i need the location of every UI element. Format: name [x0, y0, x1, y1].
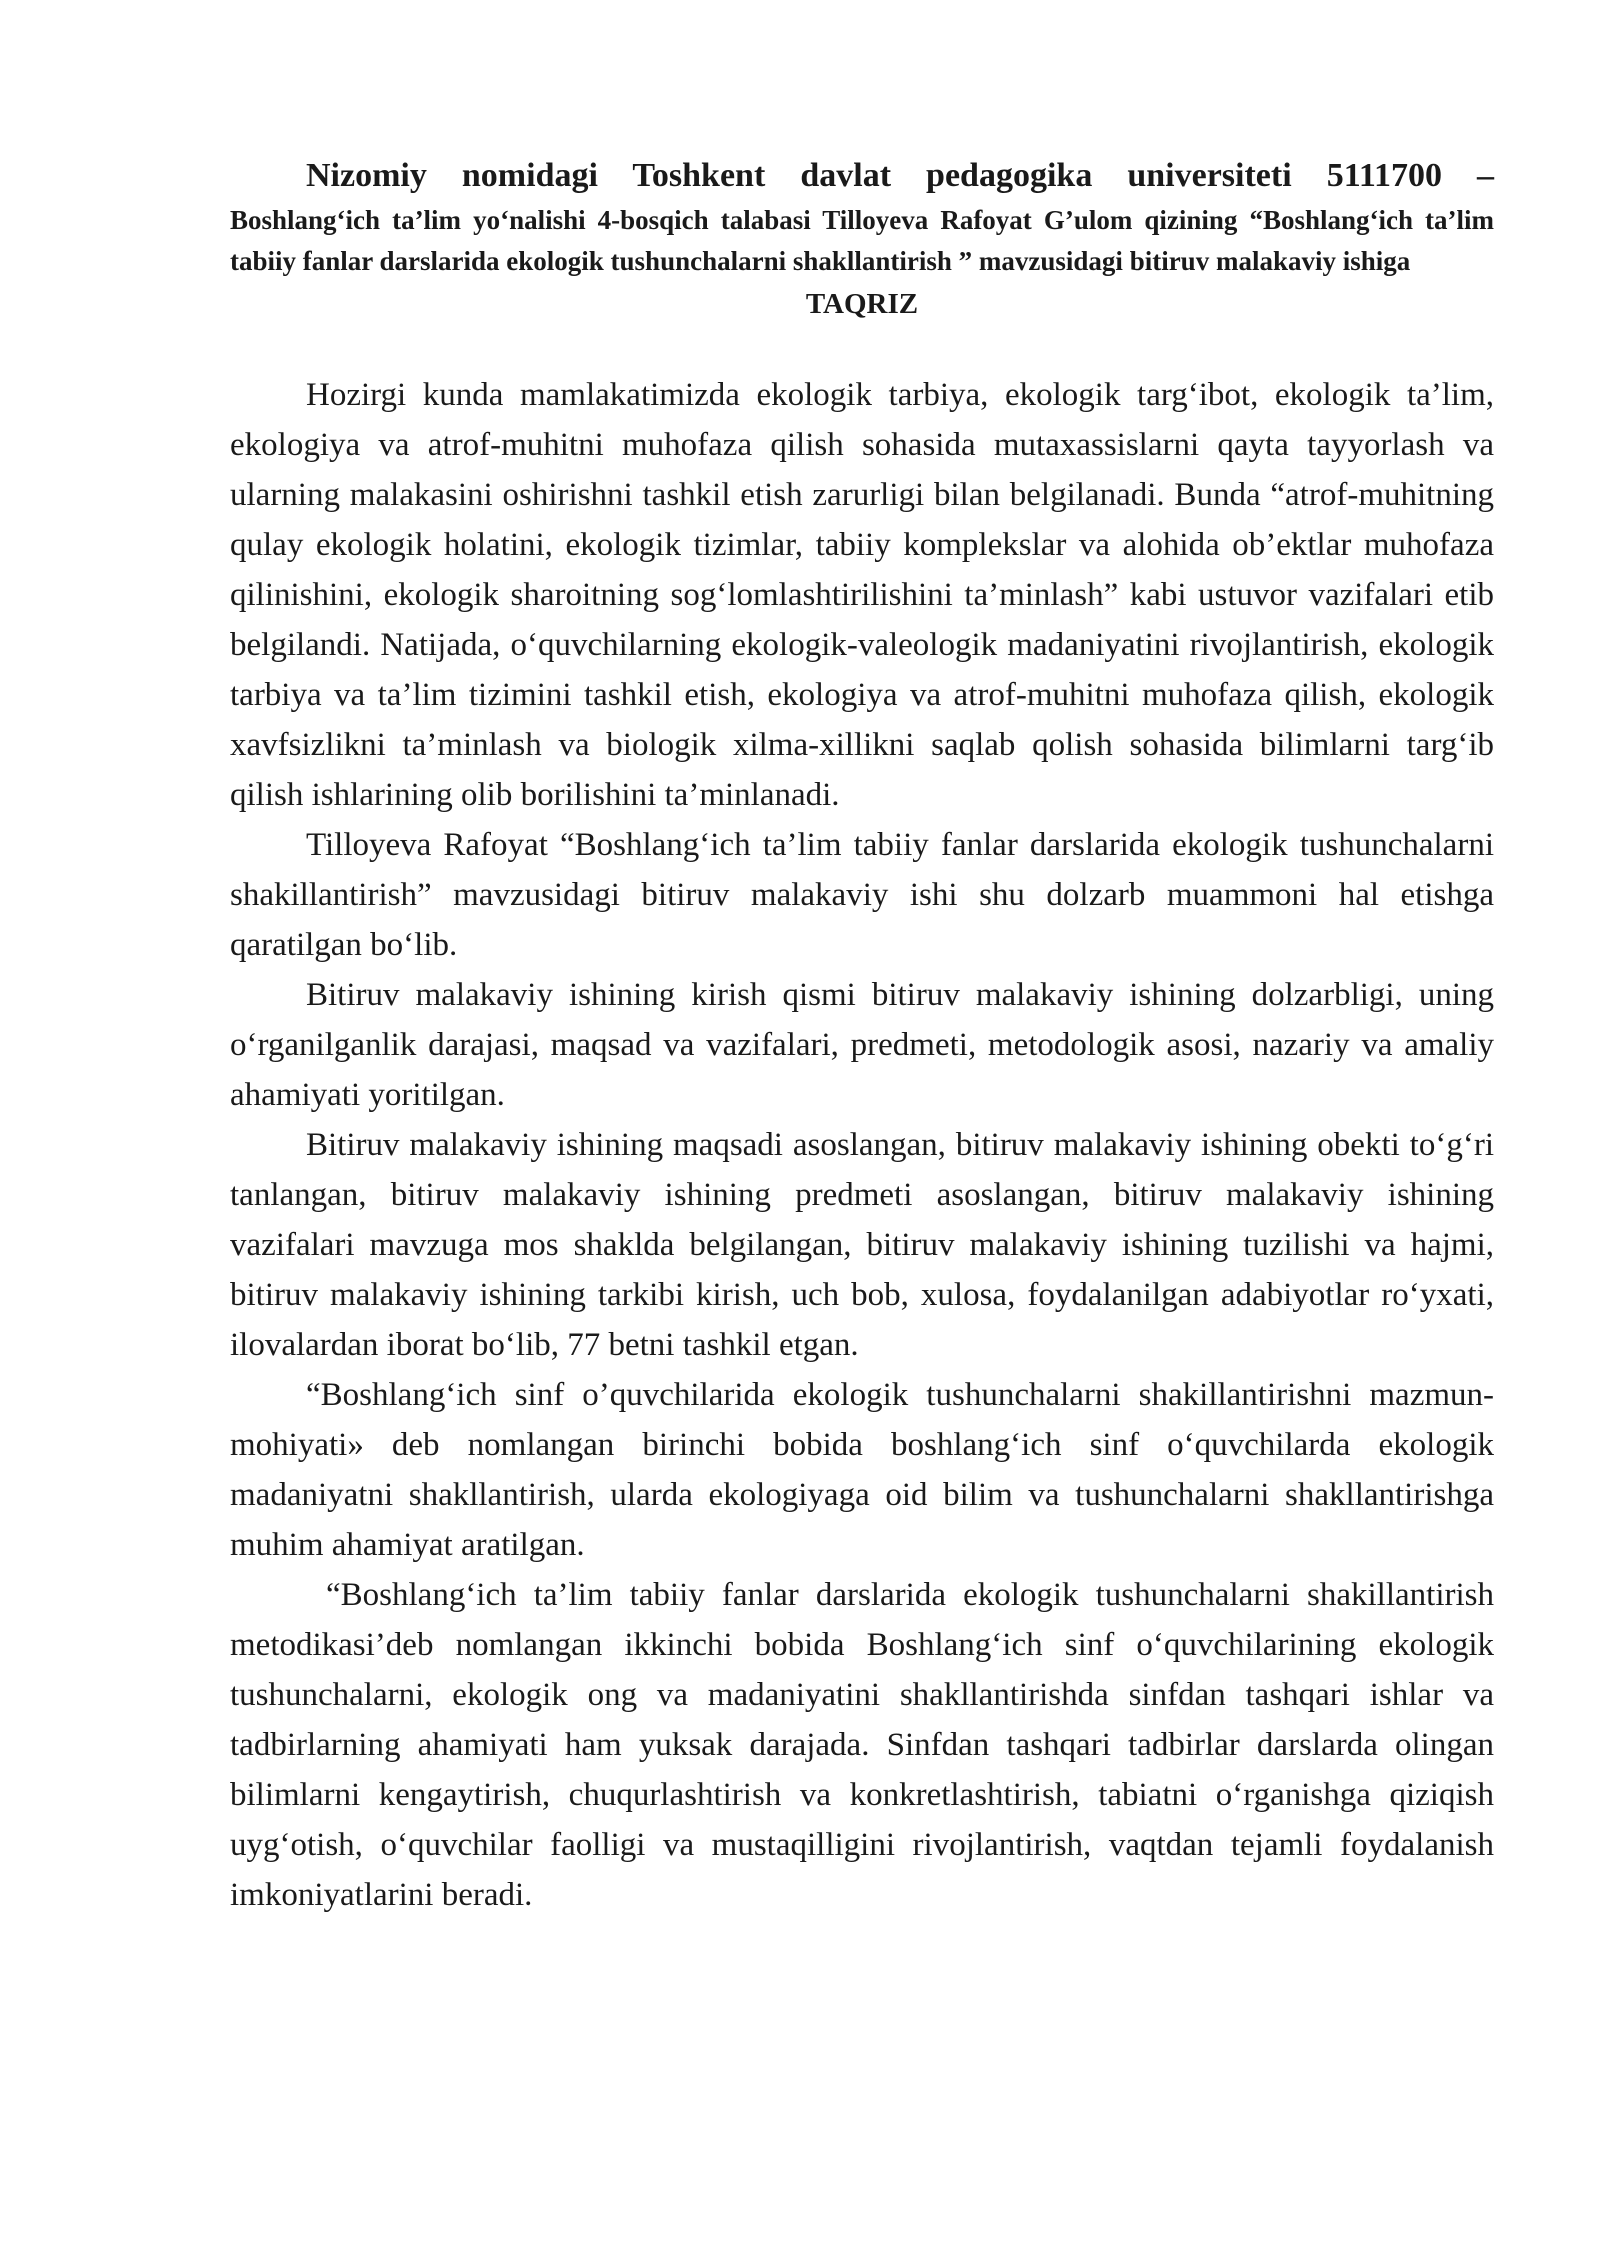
paragraph: “Boshlang‘ich ta’lim tabiiy fanlar darslarida ekologik tushunchalarni shakillantirish metodikasi’deb nomlangan ikkinchi bobida Boshlang‘ich sinf o‘quvchilarining ekologik tushunchalarni, ekologik ong va madaniyatini shakllantirishda sinfdan tashqari ishlar va tadbirlarning ahamiyati ham yuksak darajada. Sinfdan tashqari tadbirlar darslarda olingan bilimlarni kengaytirish, chuqurlashtirish va konkretlashtirish, tabiatni o‘rganishga qiziqish uyg‘otish, o‘quvchilar faolligi va mustaqilligini rivojlantirish, vaqtdan tejamli foydalanish imkoniyatlarini beradi.: [230, 1577, 1494, 1913]
paragraph: “Boshlang‘ich sinf o’quvchilarida ekologik tushunchalarni shakillantirishni mazmun-mohiyati» deb nomlangan birinchi bobida boshlang‘ich sinf o‘quvchilarda ekologik madaniyatni shakllantirish, ularda ekologiyaga oid bilim va tushunchalarni shakllantirishga muhim ahamiyat aratilgan.: [230, 1377, 1494, 1563]
document-page: [230, 152, 1494, 1920]
document-title: TAQRIZ: [805, 288, 919, 320]
document-body: [230, 370, 1494, 1920]
header-line-subject: Boshlang‘ich ta’lim yo‘nalishi 4-bosqich talabasi Tilloyeva Rafoyat G’ulom qizining “Boshlang‘ich ta’lim tabiiy fanlar darslarida ekologik tushunchalarni shakllantirish ” mavzusidagi bitiruv malakaviy ishiga: [230, 205, 1494, 276]
document-header: [230, 152, 1494, 282]
paragraph: Bitiruv malakaviy ishining kirish qismi bitiruv malakaviy ishining dolzarbligi, uning o‘rganilganlik darajasi, maqsad va vazifalari, predmeti, metodologik asosi, nazariy va amaliy ahamiyati yoritilgan.: [230, 977, 1494, 1113]
paragraph: Tilloyeva Rafoyat “Boshlang‘ich ta’lim tabiiy fanlar darslarida ekologik tushunchalarni shakillantirish” mavzusidagi bitiruv malakaviy ishi shu dolzarb muammoni hal etishga qaratilgan bo‘lib.: [230, 827, 1494, 963]
header-line-university: Nizomiy nomidagi Toshkent davlat pedagogika universiteti 5111700 –: [306, 157, 1494, 194]
paragraph: Bitiruv malakaviy ishining maqsadi asoslangan, bitiruv malakaviy ishining obekti to‘g‘ri tanlangan, bitiruv malakaviy ishining predmeti asoslangan, bitiruv malakaviy ishining vazifalari mavzuga mos shakldа belgilangan, bitiruv malakaviy ishining tuzilishi va hajmi, bitiruv malakaviy ishining tarkibi kirish, uch bob, xulosa, foydalanilgan adabiyotlar ro‘yxati, ilovalardan iborat bo‘lib, 77 betni tashkil etgan.: [230, 1127, 1494, 1363]
paragraph: Hozirgi kunda mamlakatimizda ekologik tarbiya, ekologik targ‘ibot, ekologik ta’lim, ekologiya va atrof-muhitni muhofaza qilish sohasida mutaxassislarni qayta tayyorlash va ularning malakasini oshirishni tashkil etish zarurligi bilan belgilanadi. Bunda “atrof-muhitning qulay ekologik holatini, ekologik tizimlar, tabiiy komplekslar va alohida ob’ektlar muhofaza qilinishini, ekologik sharoitning sog‘lomlashtirilishini ta’minlash” kabi ustuvor vazifalari etib belgilandi. Natijada, o‘quvchilarning ekologik-valeologik madaniyatini rivojlantirish, ekologik tarbiya va ta’lim tizimini tashkil etish, ekologiya va atrof-muhitni muhofaza qilish, ekologik xavfsizlikni ta’minlash va biologik xilma-xillikni saqlab qolish sohasida bilimlarni targ‘ib qilish ishlarining olib borilishini ta’minlanadi.: [230, 377, 1494, 813]
